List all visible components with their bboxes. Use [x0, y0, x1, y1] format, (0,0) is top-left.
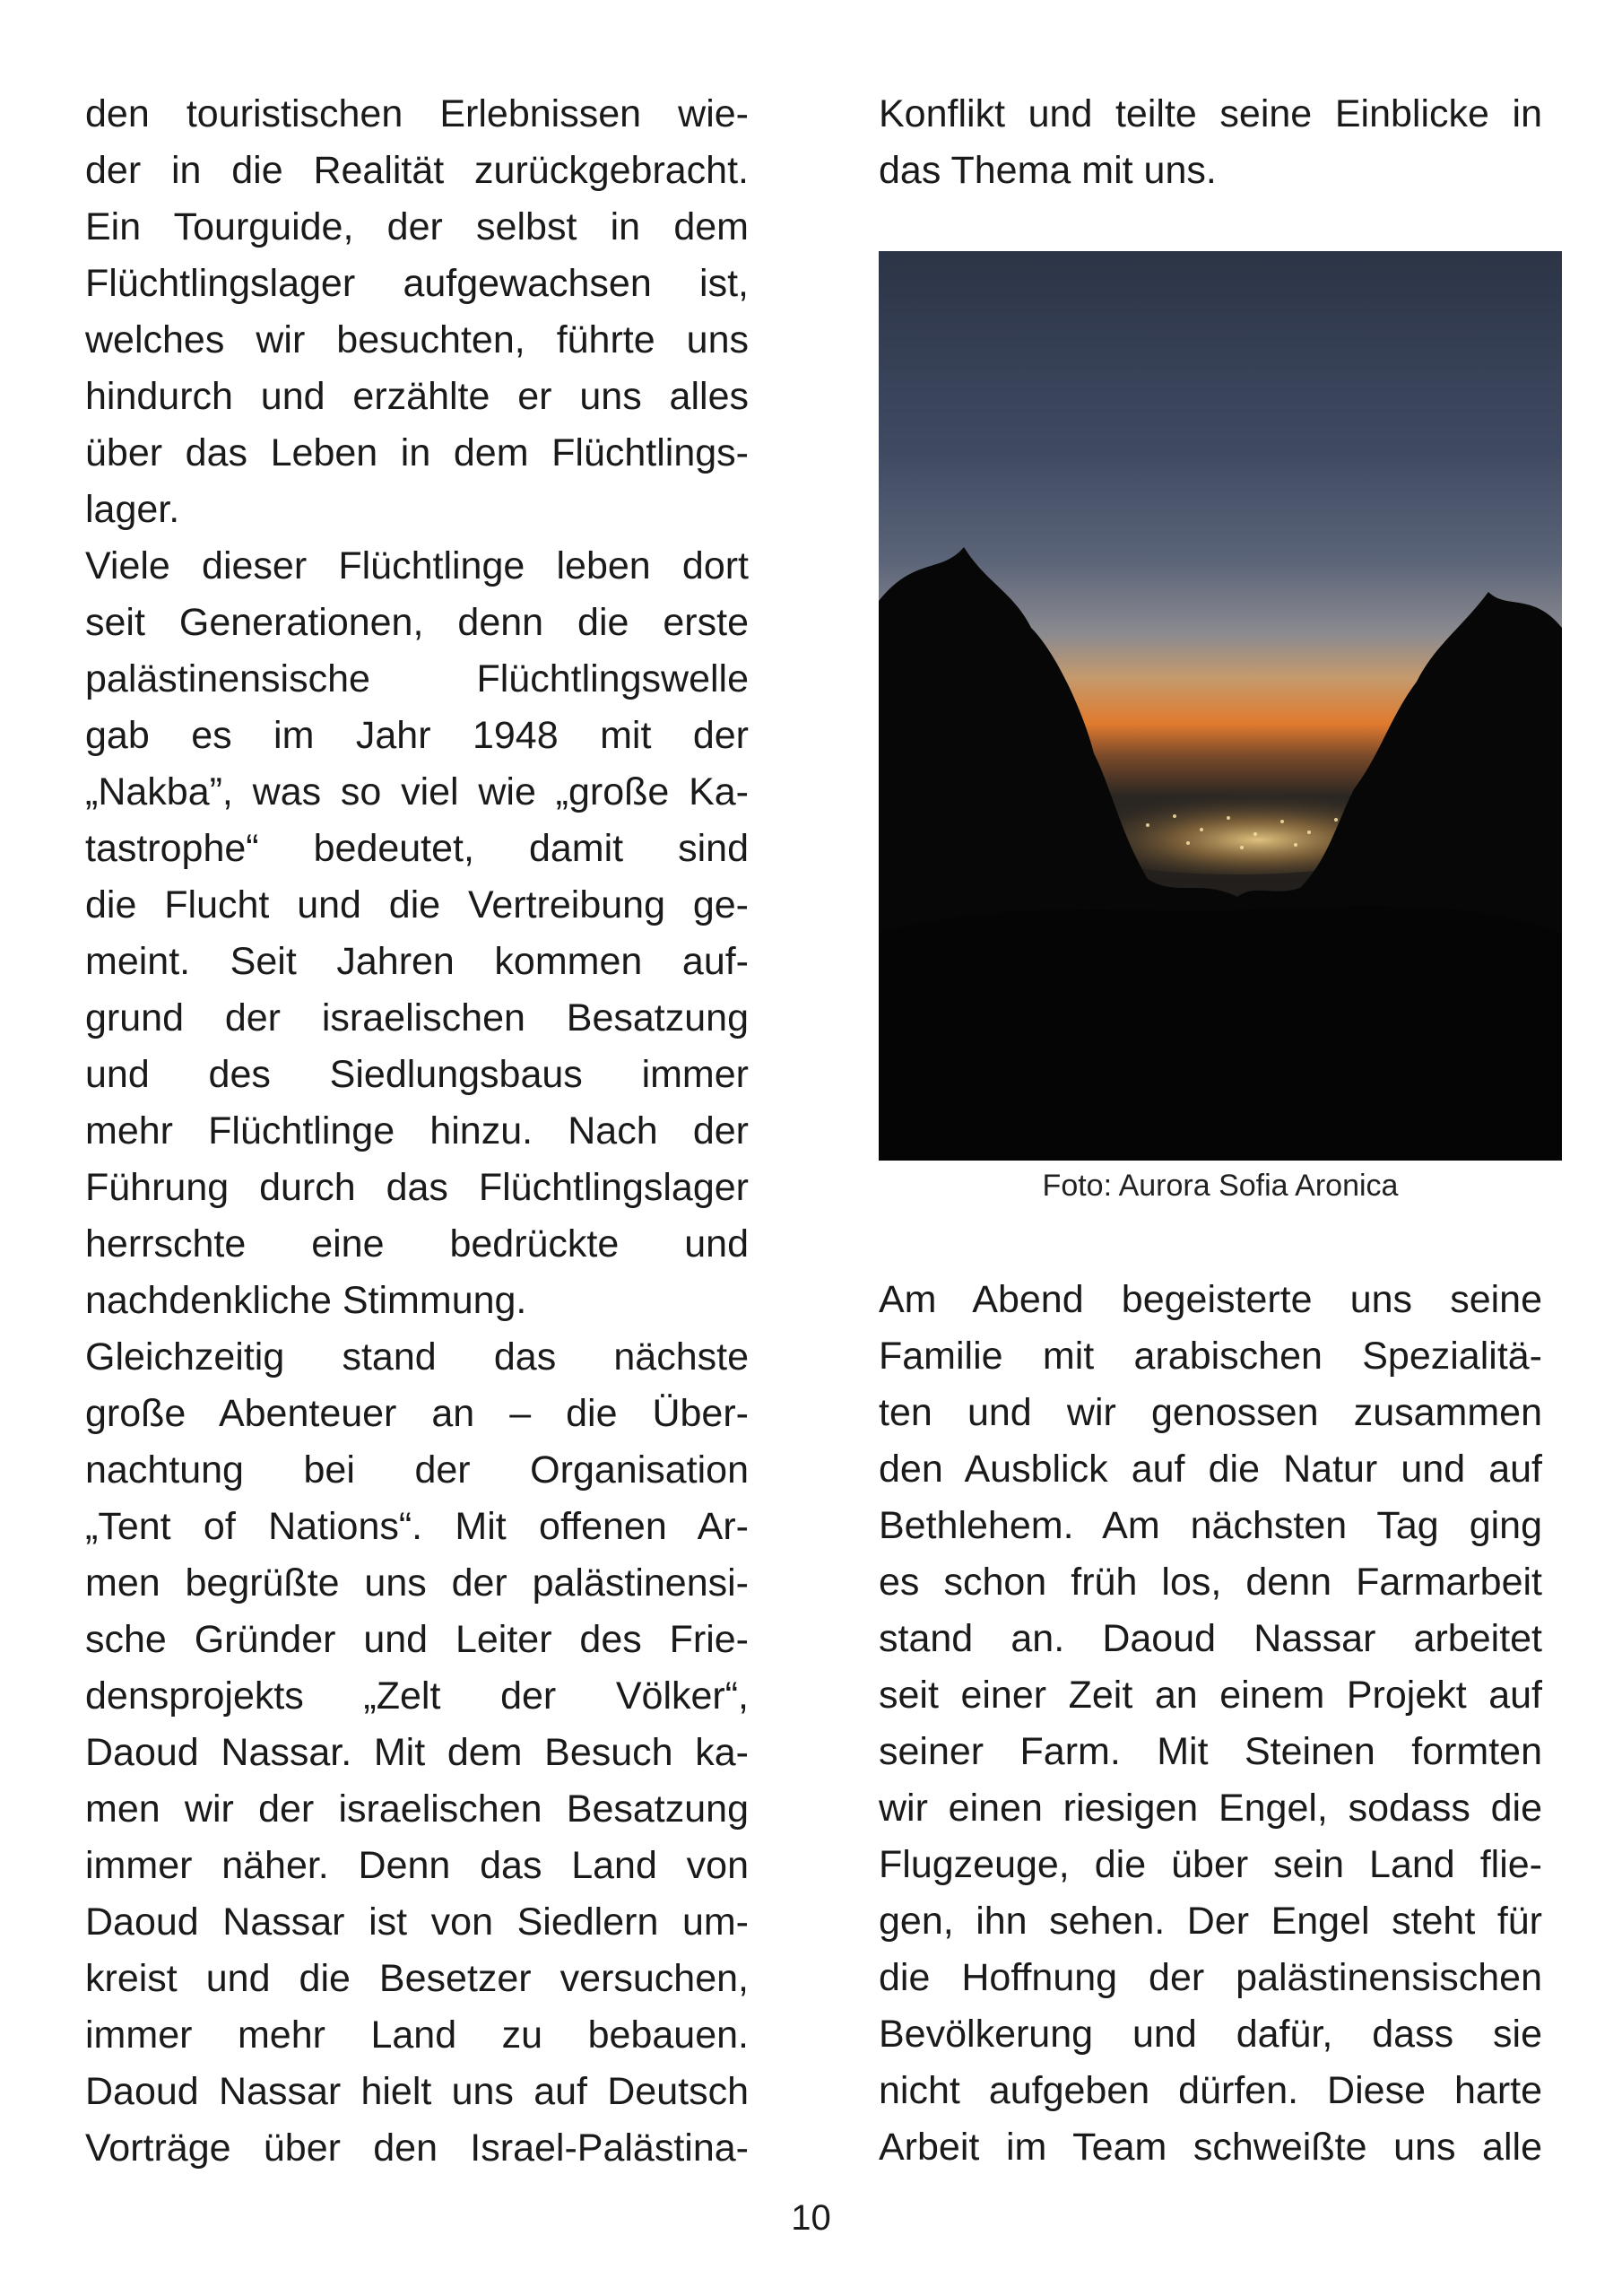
text-line: meint. Seit Jahren kommen auf-	[85, 940, 749, 983]
text-line: densprojekts „Zelt der Völker“,	[85, 1674, 749, 1718]
right-text-column-top	[879, 86, 1542, 199]
text-line: herrschte eine bedrückte und	[85, 1222, 749, 1265]
text-line: Daoud Nassar ist von Siedlern um-	[85, 1900, 749, 1944]
text-line: ten und wir genossen zusammen	[879, 1391, 1542, 1434]
sunset-photo	[879, 251, 1562, 1161]
text-line: Arbeit im Team schweißte uns alle	[879, 2126, 1542, 2169]
text-line: hindurch und erzählte er uns alles	[85, 375, 749, 418]
text-line: seit einer Zeit an einem Projekt auf	[879, 1674, 1542, 1717]
text-line: Führung durch das Flüchtlingslager	[85, 1166, 749, 1209]
text-line: Familie mit arabischen Spezialitä-	[879, 1335, 1542, 1378]
text-line: mehr Flüchtlinge hinzu. Nach der	[85, 1109, 749, 1152]
text-line: lager.	[85, 488, 180, 531]
text-line: den Ausblick auf die Natur und auf	[879, 1448, 1542, 1491]
text-line: Konflikt und teilte seine Einblicke in	[879, 92, 1542, 135]
text-line: Flüchtlingslager aufgewachsen ist,	[85, 262, 749, 305]
text-line: Bevölkerung und dafür, dass sie	[879, 2013, 1542, 2056]
text-line: und des Siedlungsbaus immer	[85, 1053, 749, 1096]
text-line: gen, ihn sehen. Der Engel steht für	[879, 1900, 1542, 1943]
text-line: es schon früh los, denn Farmarbeit	[879, 1561, 1542, 1604]
text-line: den touristischen Erlebnissen wie-	[85, 92, 749, 135]
text-line: Viele dieser Flüchtlinge leben dort	[85, 544, 749, 587]
text-line: Daoud Nassar. Mit dem Besuch ka-	[85, 1731, 749, 1774]
text-line: nicht aufgeben dürfen. Diese harte	[879, 2069, 1542, 2112]
text-line: tastrophe“ bedeutet, damit sind	[85, 827, 749, 870]
text-line: das Thema mit uns.	[879, 149, 1217, 192]
page-number: 10	[791, 2198, 831, 2238]
text-line: Bethlehem. Am nächsten Tag ging	[879, 1504, 1542, 1547]
text-line: palästinensische Flüchtlingswelle	[85, 657, 749, 700]
text-line: Gleichzeitig stand das nächste	[85, 1335, 749, 1378]
text-line: nachdenkliche Stimmung.	[85, 1279, 527, 1322]
text-line: Am Abend begeisterte uns seine	[879, 1278, 1542, 1321]
text-line: kreist und die Besetzer versuchen,	[85, 1957, 749, 2000]
text-line: der in die Realität zurückgebracht.	[85, 149, 749, 192]
text-line: Flugzeuge, die über sein Land flie-	[879, 1843, 1542, 1886]
text-line: gab es im Jahr 1948 mit der	[85, 714, 749, 757]
right-text-column-bottom	[879, 1272, 1542, 2176]
text-line: seiner Farm. Mit Steinen formten	[879, 1730, 1542, 1773]
text-line: seit Generationen, denn die erste	[85, 601, 749, 644]
text-line: welches wir besuchten, führte uns	[85, 318, 749, 361]
text-line: stand an. Daoud Nassar arbeitet	[879, 1617, 1542, 1660]
left-text-column	[85, 86, 749, 2177]
text-line: immer mehr Land zu bebauen.	[85, 2013, 749, 2057]
text-line: große Abenteuer an – die Über-	[85, 1392, 749, 1435]
text-line: „Tent of Nations“. Mit offenen Ar-	[85, 1505, 749, 1548]
text-line: men wir der israelischen Besatzung	[85, 1787, 749, 1831]
photo-caption: Foto: Aurora Sofia Aronica	[1042, 1169, 1399, 1203]
text-line: immer näher. Denn das Land von	[85, 1844, 749, 1887]
text-line: sche Gründer und Leiter des Frie-	[85, 1618, 749, 1661]
text-line: „Nakba”, was so viel wie „große Ka-	[85, 770, 749, 813]
text-line: Daoud Nassar hielt uns auf Deutsch	[85, 2070, 749, 2113]
text-line: Vorträge über den Israel-Palästina-	[85, 2126, 749, 2170]
text-line: wir einen riesigen Engel, sodass die	[879, 1787, 1542, 1830]
text-line: die Hoffnung der palästinensischen	[879, 1956, 1542, 1999]
text-line: grund der israelischen Besatzung	[85, 996, 749, 1039]
text-line: nachtung bei der Organisation	[85, 1448, 749, 1492]
text-line: Ein Tourguide, der selbst in dem	[85, 205, 749, 248]
text-line: die Flucht und die Vertreibung ge-	[85, 883, 749, 926]
text-line: men begrüßte uns der palästinensi-	[85, 1561, 749, 1605]
text-line: über das Leben in dem Flüchtlings-	[85, 431, 749, 474]
